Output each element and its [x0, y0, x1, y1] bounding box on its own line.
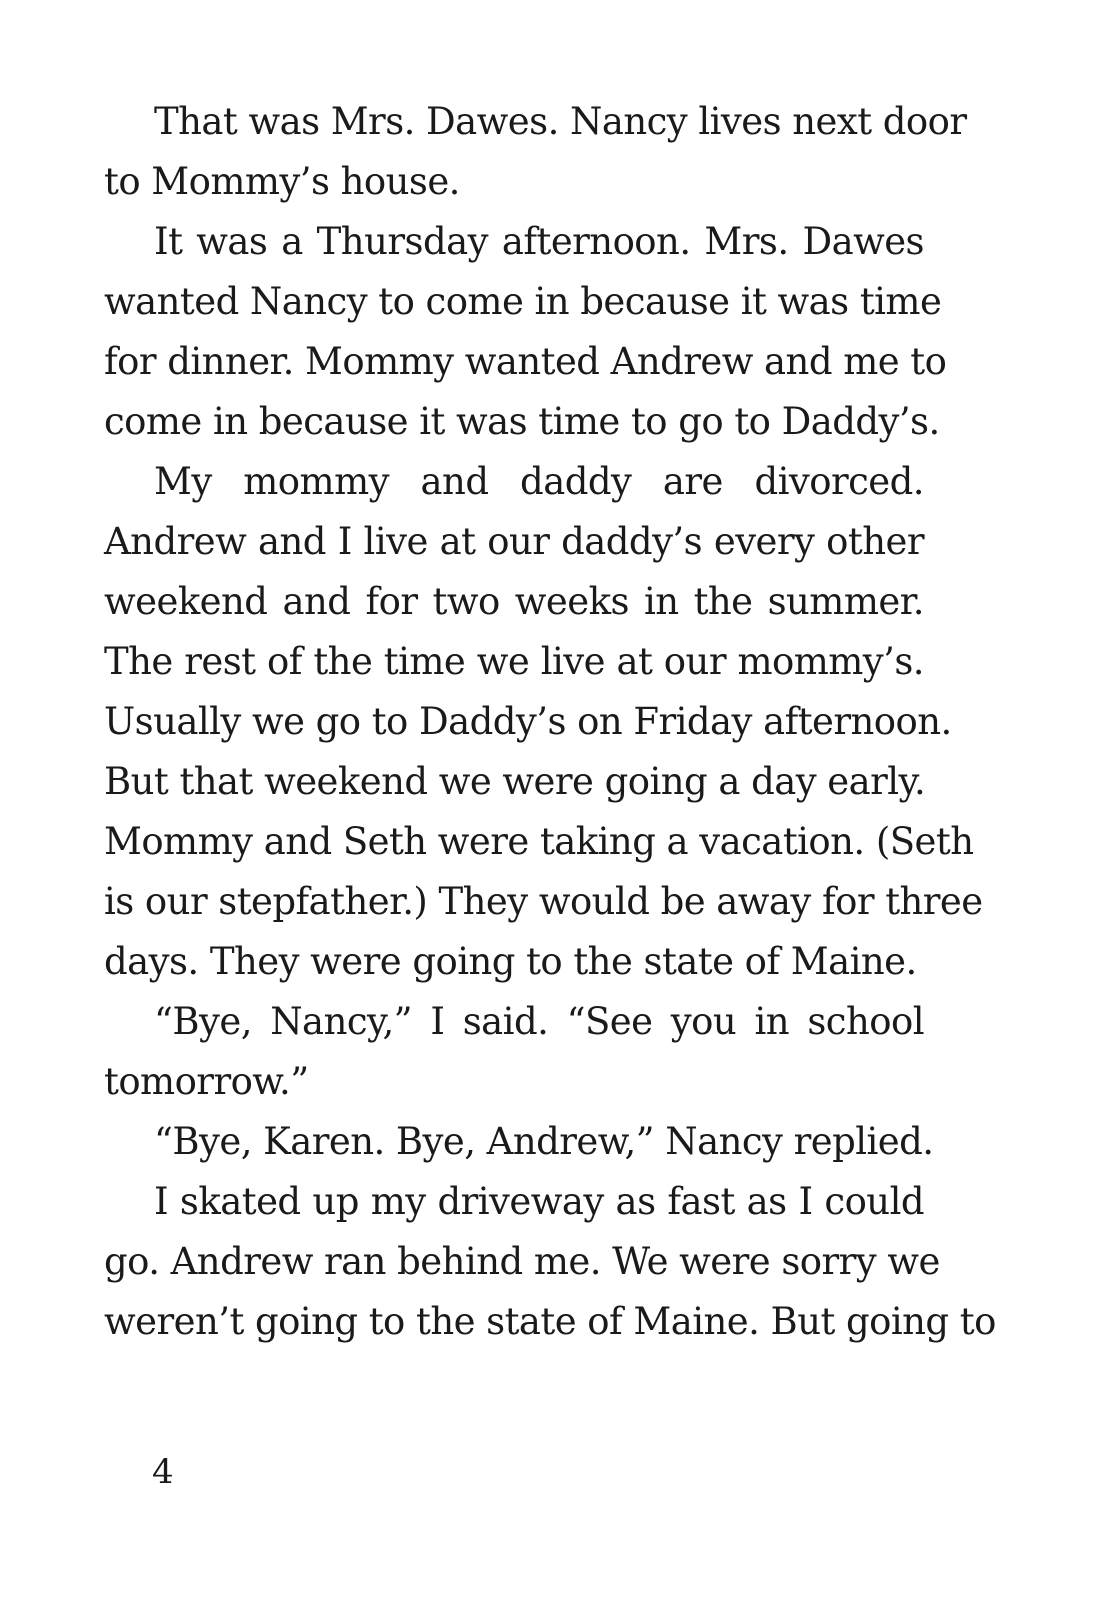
text-line: go. Andrew ran behind me. We were sorry we [104, 1240, 940, 1283]
text-line: tomorrow.” [104, 1060, 309, 1103]
text-line: come in because it was time to go to Daddy’s. [104, 400, 940, 443]
text-line: weren’t going to the state of Maine. But going to [104, 1300, 996, 1343]
text-line: weekend and for two weeks in the summer. [104, 580, 924, 623]
text-line: Usually we go to Daddy’s on Friday afternoon. [104, 700, 952, 743]
text-line: I skated up my driveway as fast as I could [154, 1180, 924, 1223]
text-line: The rest of the time we live at our mommy’s. [104, 640, 924, 683]
text-line: It was a Thursday afternoon. Mrs. Dawes [154, 220, 924, 263]
text-line: “Bye, Nancy,” I said. “See you in school [154, 1000, 924, 1043]
page-number: 4 [152, 1452, 174, 1492]
text-line: That was Mrs. Dawes. Nancy lives next door [154, 100, 967, 143]
text-line: But that weekend we were going a day early. [104, 760, 926, 803]
text-line: days. They were going to the state of Maine. [104, 940, 917, 983]
text-line: is our stepfather.) They would be away for three [104, 880, 983, 923]
text-line: wanted Nancy to come in because it was time [104, 280, 942, 323]
text-line: Mommy and Seth were taking a vacation. (Seth [104, 820, 974, 863]
page-body-text [104, 92, 996, 1352]
text-line: “Bye, Karen. Bye, Andrew,” Nancy replied. [154, 1120, 934, 1163]
text-line: to Mommy’s house. [104, 160, 460, 203]
text-line: for dinner. Mommy wanted Andrew and me to [104, 340, 947, 383]
text-line: My mommy and daddy are divorced. [154, 460, 924, 503]
text-line: Andrew and I live at our daddy’s every other [104, 520, 924, 563]
